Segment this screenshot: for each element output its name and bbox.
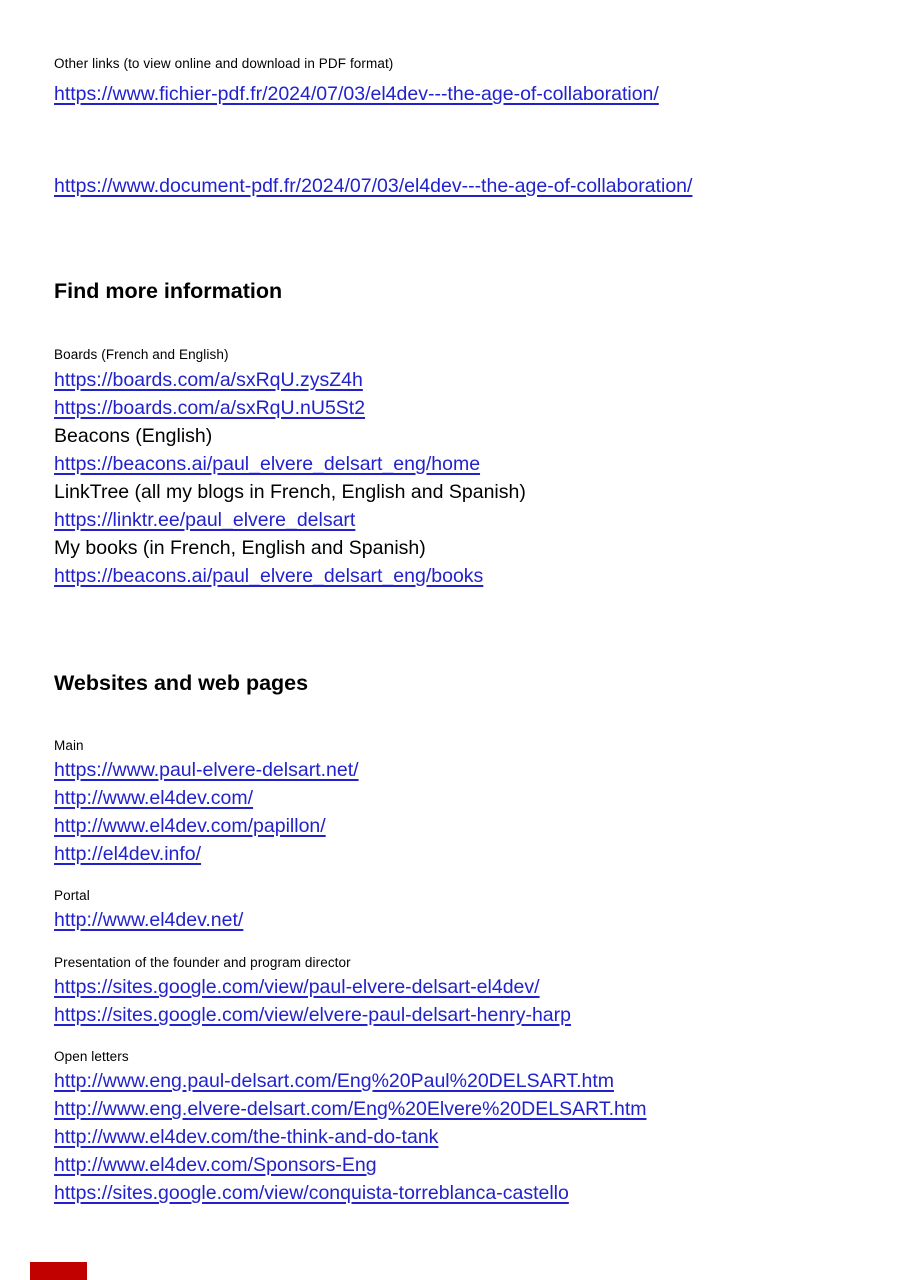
link-el4dev-papillon[interactable]: http://www.el4dev.com/papillon/ — [54, 815, 326, 837]
presentation-label: Presentation of the founder and program director — [54, 955, 351, 970]
heading-websites-and-web-pages: Websites and web pages — [54, 671, 309, 695]
my-books-label: My books (in French, English and Spanish) — [54, 537, 426, 559]
other-links-label: Other links (to view online and download in PDF format) — [54, 56, 394, 71]
main-label: Main — [54, 738, 84, 753]
portal-label: Portal — [54, 888, 90, 903]
heading-find-more-information: Find more information — [54, 279, 283, 303]
link-conquista-torreblanca[interactable]: https://sites.google.com/view/conquista-torreblanca-castello — [54, 1182, 569, 1204]
link-el4dev-com[interactable]: http://www.el4dev.com/ — [54, 787, 254, 809]
boards-label: Boards (French and English) — [54, 347, 229, 362]
open-letters-link-list — [54, 1067, 869, 1207]
link-document-pdf[interactable]: https://www.document-pdf.fr/2024/07/03/el4dev---the-age-of-collaboration/ — [54, 175, 693, 197]
link-linktree[interactable]: https://linktr.ee/paul_elvere_delsart — [54, 509, 356, 531]
link-beacons-home[interactable]: https://beacons.ai/paul_elvere_delsart_eng/home — [54, 453, 481, 475]
find-more-link-list — [54, 366, 869, 590]
portal-link-list — [54, 906, 869, 934]
red-clipped-graphic — [30, 1262, 87, 1280]
link-el4dev-info[interactable]: http://el4dev.info/ — [54, 843, 202, 865]
link-sponsors-eng[interactable]: http://www.el4dev.com/Sponsors-Eng — [54, 1154, 377, 1176]
link-think-and-do-tank[interactable]: http://www.el4dev.com/the-think-and-do-tank — [54, 1126, 439, 1148]
link-sites-google-henry-harp[interactable]: https://sites.google.com/view/elvere-paul-delsart-henry-harp — [54, 1004, 571, 1026]
link-sites-google-paul-elvere-delsart[interactable]: https://sites.google.com/view/paul-elvere-delsart-el4dev/ — [54, 976, 540, 998]
link-paul-elvere-delsart-net[interactable]: https://www.paul-elvere-delsart.net/ — [54, 759, 359, 781]
link-fichier-pdf[interactable]: https://www.fichier-pdf.fr/2024/07/03/el4dev---the-age-of-collaboration/ — [54, 83, 659, 105]
open-letters-label: Open letters — [54, 1049, 129, 1064]
main-link-list — [54, 756, 869, 868]
link-boards-2[interactable]: https://boards.com/a/sxRqU.nU5St2 — [54, 397, 366, 419]
presentation-link-list — [54, 973, 869, 1029]
link-eng-paul-delsart[interactable]: http://www.eng.paul-delsart.com/Eng%20Paul%20DELSART.htm — [54, 1070, 615, 1092]
link-boards-1[interactable]: https://boards.com/a/sxRqU.zysZ4h — [54, 369, 363, 391]
link-beacons-books[interactable]: https://beacons.ai/paul_elvere_delsart_eng/books — [54, 565, 484, 587]
link-el4dev-net[interactable]: http://www.el4dev.net/ — [54, 909, 244, 931]
beacons-label: Beacons (English) — [54, 425, 213, 447]
linktree-label: LinkTree (all my blogs in French, English and Spanish) — [54, 481, 526, 503]
link-eng-elvere-delsart[interactable]: http://www.eng.elvere-delsart.com/Eng%20Elvere%20DELSART.htm — [54, 1098, 647, 1120]
